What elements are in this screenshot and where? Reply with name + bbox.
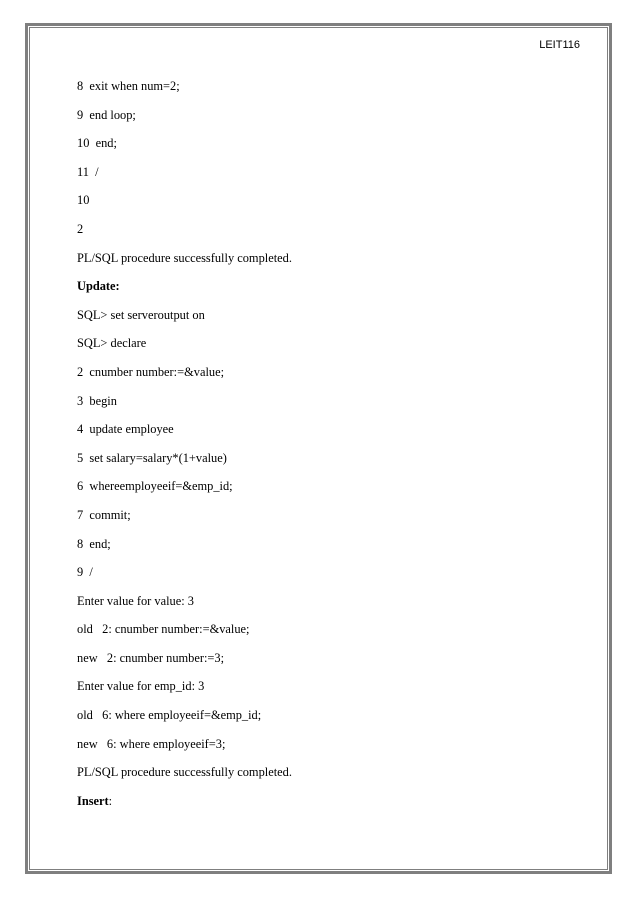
document-line: 2 bbox=[77, 221, 84, 236]
document-line: 11 / bbox=[77, 164, 99, 179]
document-line bbox=[77, 277, 292, 306]
section-heading: Insert bbox=[77, 793, 109, 808]
document-line: 8 end; bbox=[77, 536, 111, 551]
document-line: SQL> declare bbox=[77, 336, 147, 351]
document-line: PL/SQL procedure successfully completed. bbox=[77, 765, 292, 780]
document-line: 8 exit when num=2; bbox=[77, 79, 180, 93]
document-line: 6 whereemployeeif=&emp_id; bbox=[77, 479, 233, 494]
document-line: Enter value for value: 3 bbox=[77, 593, 194, 608]
document-line: new 2: cnumber number:=3; bbox=[77, 650, 225, 665]
document-line: old 2: cnumber number:=&value; bbox=[77, 622, 250, 637]
document-line: PL/SQL procedure successfully completed. bbox=[77, 250, 292, 265]
document-line: 3 begin bbox=[77, 393, 117, 408]
document-line: new 6: where employeeif=3; bbox=[77, 736, 226, 751]
document-line bbox=[77, 792, 292, 821]
document-line: 5 set salary=salary*(1+value) bbox=[77, 450, 227, 465]
document-line: 10 bbox=[77, 193, 90, 208]
document-line: 9 / bbox=[77, 565, 93, 580]
heading-suffix: : bbox=[108, 793, 113, 808]
document-line: 4 update employee bbox=[77, 422, 174, 437]
document-line: 2 cnumber number:=&value; bbox=[77, 364, 225, 379]
document-line: 7 commit; bbox=[77, 507, 131, 522]
page-header-code: LEIT116 bbox=[539, 39, 580, 51]
document-line: Enter value for emp_id: 3 bbox=[77, 679, 205, 694]
section-heading: Update: bbox=[77, 279, 120, 294]
document-line: 9 end loop; bbox=[77, 107, 136, 122]
document-line: SQL> set serveroutput on bbox=[77, 307, 205, 322]
document-line: old 6: where employeeif=&emp_id; bbox=[77, 708, 262, 723]
document-line: 10 end; bbox=[77, 136, 117, 151]
code-listing bbox=[77, 77, 292, 820]
